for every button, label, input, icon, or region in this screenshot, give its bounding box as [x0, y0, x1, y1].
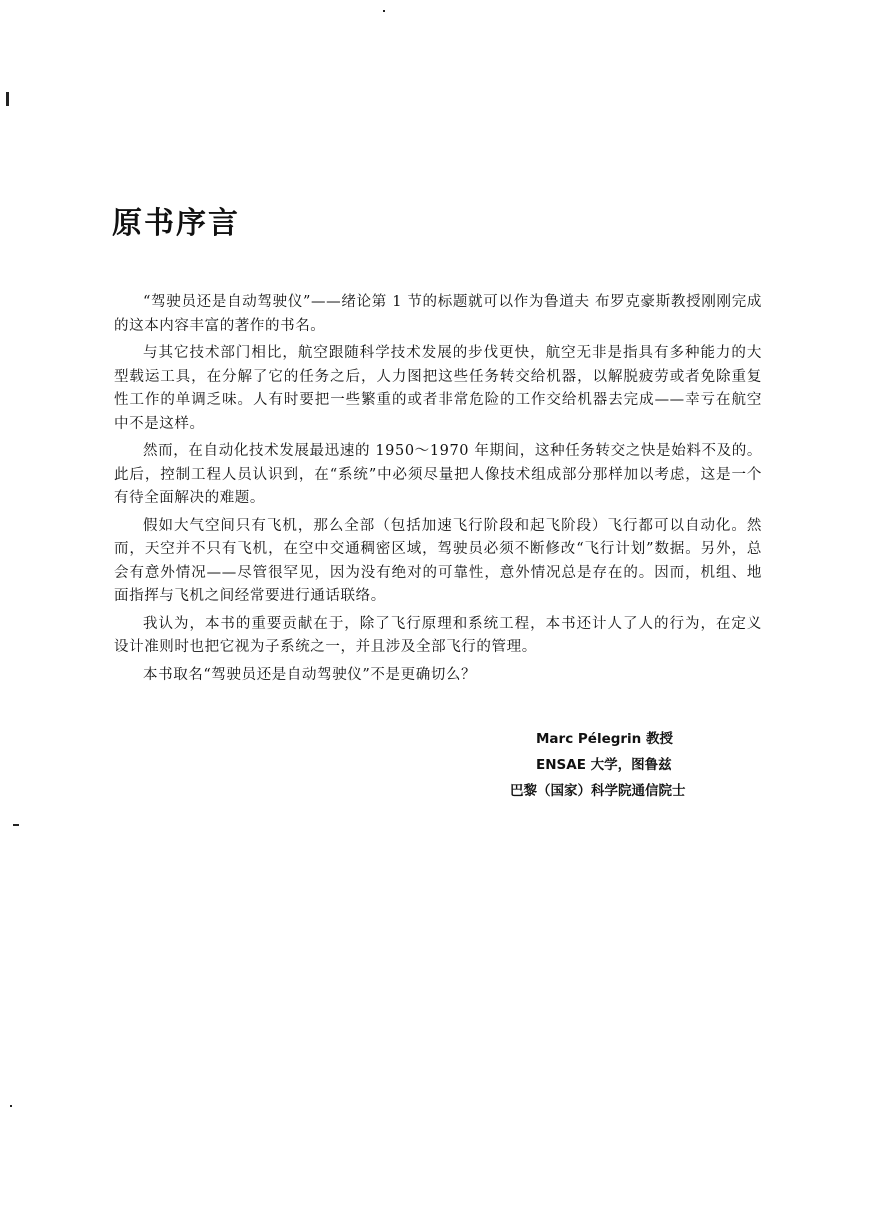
paragraph: 然而，在自动化技术发展最迅速的 1950～1970 年期间，这种任务转交之快是始料不及的。此后，控制工程人员认识到，在“系统”中必须尽量把人像技术组成部分那样加以考虑，这是一个有待全面解决的难题。	[114, 443, 762, 506]
paragraph: “驾驶员还是自动驾驶仪”——绪论第 1 节的标题就可以作为鲁道夫 布罗克豪斯教授刚刚完成的这本内容丰富的著作的书名。	[114, 294, 762, 334]
paragraph: 与其它技术部门相比，航空跟随科学技术发展的步伐更快，航空无非是指具有多种能力的大型载运工具，在分解了它的任务之后，人力图把这些任务转交给机器，以解脱疲劳或者免除重复性工作的单调乏味。人有时要把一些繁重的或者非常危险的工作交给机器去完成——幸亏在航空中不是这样。	[114, 345, 762, 432]
author-position: 巴黎（国家）科学院通信院士	[510, 783, 686, 799]
body-text	[114, 291, 762, 691]
author-name: Marc Pélegrin 教授	[536, 731, 673, 747]
page-title: 原书序言	[112, 206, 240, 241]
paragraph: 假如大气空间只有飞机，那么全部（包括加速飞行阶段和起飞阶段）飞行都可以自动化。然而，天空并不只有飞机，在空中交通稠密区域，驾驶员必须不断修改“飞行计划”数据。另外，总会有意外情况——尽管很罕见，因为没有绝对的可靠性，意外情况总是存在的。因而，机组、地面指挥与飞机之间经常要进行通话联络。	[114, 517, 762, 604]
scan-speck	[383, 10, 385, 12]
paragraph: 我认为，本书的重要贡献在于，除了飞行原理和系统工程，本书还计人了人的行为，在定义设计准则时也把它视为子系统之一，并且涉及全部飞行的管理。	[114, 615, 762, 655]
scan-speck	[6, 92, 9, 106]
paragraph: 本书取名“驾驶员还是自动驾驶仪”不是更确切么？	[143, 666, 477, 683]
author-affiliation: ENSAE 大学，图鲁兹	[536, 757, 672, 773]
scan-speck	[10, 1105, 12, 1107]
scan-speck	[13, 824, 19, 826]
